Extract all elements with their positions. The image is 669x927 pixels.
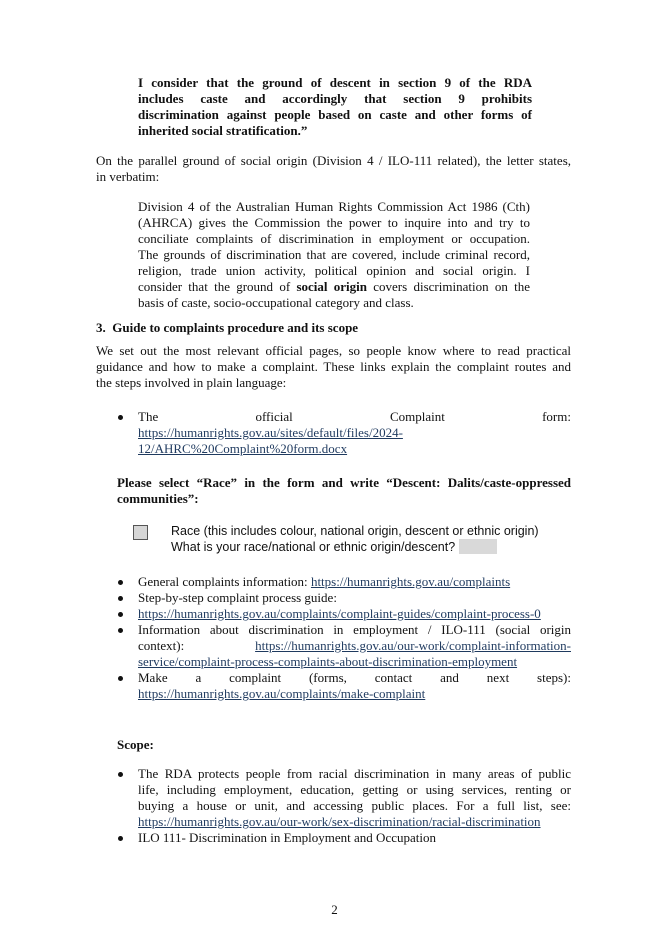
employment-discrimination-link-cont[interactable]: service/complaint-process-complaints-about-discrimination-employment xyxy=(138,654,518,669)
quote-line: Division 4 of the Australian Human Rights Commission Act 1986 (Cth) xyxy=(138,199,530,214)
list-item xyxy=(117,766,571,830)
quote-line xyxy=(138,279,530,295)
word: form: xyxy=(542,409,571,424)
word: a xyxy=(195,670,202,685)
paragraph-line: the steps involved in plain language: xyxy=(96,375,287,390)
page-number: 2 xyxy=(331,902,338,917)
paragraph-line: On the parallel ground of social origin (Division 4 / ILO-111 related), the letter states, xyxy=(96,153,571,168)
descent-text-field[interactable] xyxy=(459,539,497,554)
quote-line: basis of caste, socio-occupational category and class. xyxy=(138,295,414,310)
complaint-form-link[interactable]: https://humanrights.gov.au/sites/default/files/2024- xyxy=(138,425,403,440)
scope-list xyxy=(117,766,571,846)
form-excerpt xyxy=(171,523,571,555)
paragraph-line: guidance and how to make a complaint. These links explain the complaint routes and xyxy=(96,359,571,374)
quote-text: consider that the ground of xyxy=(138,279,297,294)
form-excerpt-line: Race (this includes colour, national origin, descent or ethnic origin) xyxy=(171,524,539,538)
paragraph-line: We set out the most relevant official pages, so people know where to read practical xyxy=(96,343,571,358)
item-label: Information about discrimination in employment / ILO-111 (social origin xyxy=(138,622,571,637)
item-line: life, including employment, education, getting or using services, renting or xyxy=(138,782,571,797)
form-excerpt-line xyxy=(171,539,571,555)
quote-line: includes caste and accordingly that section 9 prohibits xyxy=(138,91,532,106)
item-line xyxy=(138,638,571,654)
list-item xyxy=(117,622,571,670)
item-line xyxy=(138,670,571,686)
quote-line: (AHRCA) gives the Commission the power to inquire into and try to xyxy=(138,215,530,230)
word: steps): xyxy=(537,670,571,685)
item-label: General complaints information: xyxy=(138,574,311,589)
word: Complaint xyxy=(389,409,445,424)
instruction-line: Please select “Race” in the form and write “Descent: Dalits/caste-oppressed xyxy=(117,475,571,490)
list-item xyxy=(117,590,571,606)
list-item xyxy=(117,409,571,457)
word: (forms, xyxy=(308,670,347,685)
complaint-form-link-cont[interactable]: 12/AHRC%20Complaint%20form.docx xyxy=(138,441,348,456)
complaint-process-link[interactable]: https://humanrights.gov.au/complaints/complaint-guides/complaint-process-0 xyxy=(138,606,541,621)
quote-line: inherited social stratification.” xyxy=(138,123,308,138)
word: contact xyxy=(374,670,413,685)
word: Make xyxy=(138,670,168,685)
item-line: The RDA protects people from racial discrimination in many areas of public xyxy=(138,766,571,781)
quote-line: The grounds of discrimination that are covered, include criminal record, xyxy=(138,247,530,262)
racial-discrimination-link[interactable]: https://humanrights.gov.au/our-work/sex-discrimination/racial-discrimination xyxy=(138,814,541,829)
section-3-heading: 3. Guide to complaints procedure and its scope xyxy=(96,320,359,335)
word: complaint xyxy=(229,670,282,685)
item-line: buying a house or unit, and accessing public places. For a full list, see: xyxy=(138,798,571,813)
quote-line: conciliate complaints of discrimination in employment or occupation. xyxy=(138,231,530,246)
list-item xyxy=(117,670,571,702)
item-label: ILO 111- Discrimination in Employment and Occupation xyxy=(138,830,436,845)
section-3-intro xyxy=(96,343,571,391)
quote-line: discrimination against people based on caste and other forms of xyxy=(138,107,532,122)
instruction-line: communities”: xyxy=(117,491,199,506)
form-bullet-heading xyxy=(138,409,571,425)
form-question: What is your race/national or ethnic origin/descent? xyxy=(171,540,456,554)
list-item xyxy=(117,606,571,622)
quote-descent xyxy=(138,75,532,139)
paragraph-line: in verbatim: xyxy=(96,169,160,184)
race-checkbox[interactable] xyxy=(133,525,148,540)
paragraph-social-origin xyxy=(96,153,571,185)
form-bullet-list xyxy=(117,409,571,457)
complaint-links-list xyxy=(117,574,571,702)
quote-line: I consider that the ground of descent in section 9 of the RDA xyxy=(138,75,532,90)
item-label: Step-by-step complaint process guide: xyxy=(138,590,337,605)
list-item xyxy=(117,574,571,590)
word: The xyxy=(138,409,159,424)
list-item xyxy=(117,830,571,846)
employment-discrimination-link[interactable]: https://humanrights.gov.au/our-work/complaint-information- xyxy=(255,638,571,653)
quote-text: covers discrimination on the xyxy=(367,279,530,294)
word: official xyxy=(255,409,293,424)
quote-bold-term: social origin xyxy=(296,279,367,294)
quote-line: religion, trade union activity, political opinion and social origin. I xyxy=(138,263,530,278)
word: next xyxy=(486,670,510,685)
scope-heading: Scope: xyxy=(117,737,154,752)
word: and xyxy=(440,670,459,685)
general-complaints-link[interactable]: https://humanrights.gov.au/complaints xyxy=(310,574,511,589)
make-complaint-link[interactable]: https://humanrights.gov.au/complaints/make-complaint xyxy=(138,686,426,701)
quote-social-origin xyxy=(138,199,530,311)
item-label: context): xyxy=(138,638,185,653)
select-instruction xyxy=(117,475,571,507)
